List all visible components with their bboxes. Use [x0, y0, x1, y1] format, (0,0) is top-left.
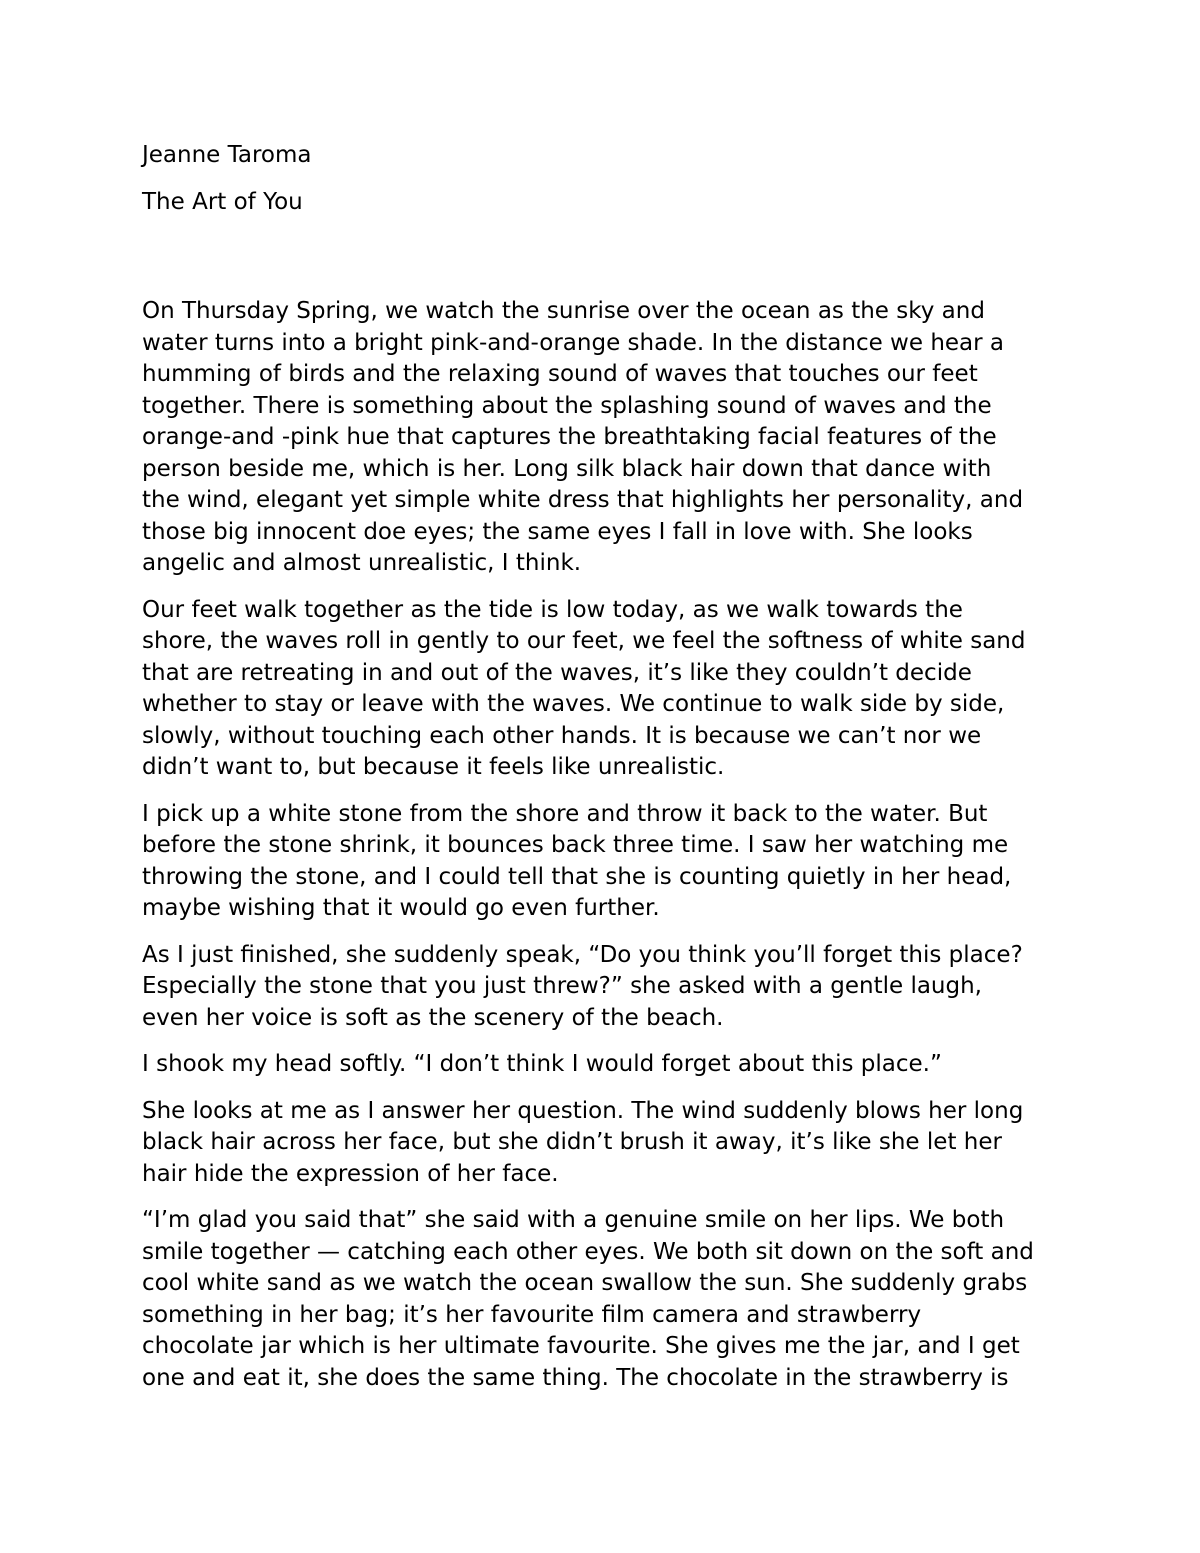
text-line: I shook my head softly. “I don’t think I would forget about this place.” — [142, 1051, 942, 1077]
text-line: person beside me, which is her. Long silk black hair down that dance with — [142, 455, 992, 482]
text-line: “I’m glad you said that” she said with a genuine smile on her lips. We both — [142, 1207, 1005, 1233]
paragraph — [142, 940, 1067, 1035]
text-line: the wind, elegant yet simple white dress that highlights her personality, and — [142, 487, 1024, 513]
paragraph — [142, 1049, 1067, 1081]
text-line: one and eat it, she does the same thing. The chocolate in the strawberry is — [142, 1364, 1009, 1391]
text-line: orange-and -pink hue that captures the breathtaking facial features of the — [142, 424, 997, 450]
text-line: before the stone shrink, it bounces back three time. I saw her watching me — [142, 832, 1009, 858]
paragraph — [142, 1096, 1067, 1191]
text-line: throwing the stone, and I could tell that she is counting quietly in her head, — [142, 863, 1012, 890]
author-name: Jeanne Taroma — [142, 142, 312, 168]
paragraph — [142, 1205, 1067, 1394]
paragraph — [142, 296, 1067, 580]
text-line: smile together — catching each other eyes. We both sit down on the soft and — [142, 1238, 1034, 1265]
text-line: On Thursday Spring, we watch the sunrise over the ocean as the sky and — [142, 298, 985, 324]
text-line: black hair across her face, but she didn’t brush it away, it’s like she let her — [142, 1129, 1002, 1155]
document-body — [142, 296, 1067, 1394]
text-line: As I just finished, she suddenly speak, “Do you think you’ll forget this place? — [142, 941, 1023, 968]
text-line: maybe wishing that it would go even further. — [142, 895, 660, 921]
text-line: those big innocent doe eyes; the same eyes I fall in love with. She looks — [142, 518, 973, 545]
paragraph — [142, 595, 1067, 784]
text-line: cool white sand as we watch the ocean swallow the sun. She suddenly grabs — [142, 1270, 1028, 1296]
text-line: water turns into a bright pink-and-orange shade. In the distance we hear a — [142, 329, 1005, 356]
text-line: whether to stay or leave with the waves. We continue to walk side by side, — [142, 691, 1005, 717]
document-title: The Art of You — [142, 188, 303, 215]
text-line: I pick up a white stone from the shore and throw it back to the water. But — [142, 800, 988, 827]
text-line: slowly, without touching each other hands. It is because we can’t nor we — [142, 722, 982, 749]
text-line: chocolate jar which is her ultimate favourite. She gives me the jar, and I get — [142, 1333, 1020, 1359]
text-line: angelic and almost unrealistic, I think. — [142, 550, 582, 576]
text-line: didn’t want to, but because it feels like unrealistic. — [142, 754, 725, 780]
text-line: Especially the stone that you just threw?” she asked with a gentle laugh, — [142, 973, 982, 999]
paragraph — [142, 799, 1067, 925]
text-line: humming of birds and the relaxing sound of waves that touches our feet — [142, 361, 978, 387]
text-line: She looks at me as I answer her question. The wind suddenly blows her long — [142, 1097, 1024, 1124]
document-page — [142, 140, 1067, 1409]
text-line: something in her bag; it’s her favourite film camera and strawberry — [142, 1301, 922, 1328]
text-line: that are retreating in and out of the waves, it’s like they couldn’t decide — [142, 659, 972, 686]
text-line: shore, the waves roll in gently to our feet, we feel the softness of white sand — [142, 628, 1026, 654]
text-line: Our feet walk together as the tide is low today, as we walk towards the — [142, 596, 963, 623]
text-line: even her voice is soft as the scenery of the beach. — [142, 1004, 724, 1031]
text-line: hair hide the expression of her face. — [142, 1160, 559, 1187]
text-line: together. There is something about the splashing sound of waves and the — [142, 392, 992, 419]
